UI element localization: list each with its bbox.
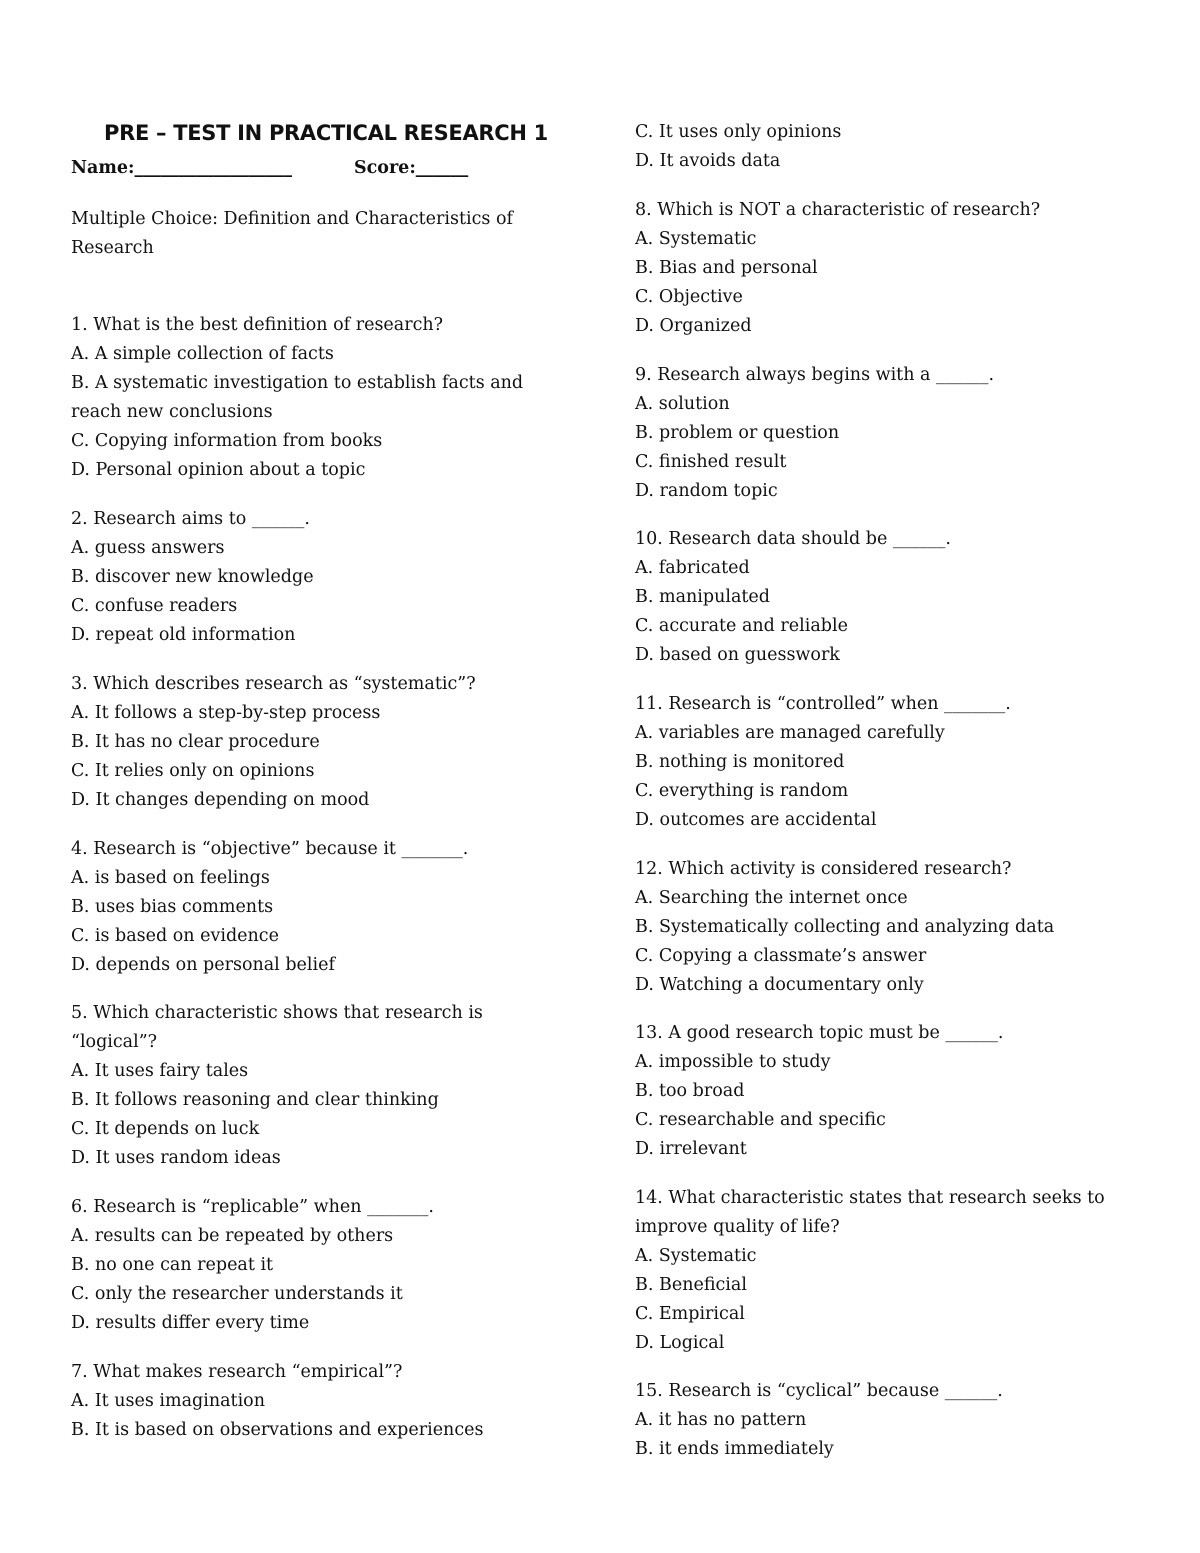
- option-b: B. discover new knowledge: [71, 567, 314, 587]
- option-c: C. It relies only on opinions: [71, 761, 315, 781]
- question-15: [635, 1377, 1003, 1464]
- option-c: C. is based on evidence: [71, 926, 279, 946]
- question-5: [71, 999, 521, 1173]
- option-d: D. outcomes are accidental: [635, 810, 877, 830]
- option-a: A. guess answers: [71, 538, 225, 558]
- option-c: C. accurate and reliable: [635, 616, 848, 636]
- question-4: [71, 835, 468, 980]
- option-c: C. everything is random: [635, 781, 849, 801]
- option-c: C. confuse readers: [71, 596, 238, 616]
- option-a: A. results can be repeated by others: [71, 1226, 394, 1246]
- question-text: 15. Research is “cyclical” because ______.: [635, 1381, 1003, 1401]
- option-c: C. It depends on luck: [71, 1119, 260, 1139]
- option-c: C. Objective: [635, 287, 743, 307]
- option-c: C. Copying a classmate’s answer: [635, 946, 927, 966]
- option-b: B. Systematically collecting and analyzing data: [635, 917, 1055, 937]
- option-a: A. It uses imagination: [71, 1391, 265, 1411]
- option-d: D. Personal opinion about a topic: [71, 460, 366, 480]
- question-7-continued: [635, 118, 841, 176]
- option-d: D. Organized: [635, 316, 752, 336]
- question-text: 8. Which is NOT a characteristic of research?: [635, 200, 1041, 220]
- name-field: Name:__________________: [71, 158, 292, 178]
- question-8: [635, 196, 1040, 341]
- option-c: C. researchable and specific: [635, 1110, 886, 1130]
- option-b: B. it ends immediately: [635, 1439, 834, 1459]
- question-text: 2. Research aims to ______.: [71, 509, 310, 529]
- question-7: [71, 1358, 483, 1445]
- page-title: PRE – TEST IN PRACTICAL RESEARCH 1: [104, 121, 548, 145]
- option-d: D. results differ every time: [71, 1313, 310, 1333]
- option-b: B. nothing is monitored: [635, 752, 845, 772]
- question-14: [635, 1184, 1135, 1358]
- option-c: C. finished result: [635, 452, 787, 472]
- option-d: D. It uses random ideas: [71, 1148, 281, 1168]
- question-text: 1. What is the best definition of research?: [71, 315, 444, 335]
- question-6: [71, 1193, 434, 1338]
- option-d: D. Watching a documentary only: [635, 975, 924, 995]
- question-text: 4. Research is “objective” because it _______.: [71, 839, 469, 859]
- option-a: A. A simple collection of facts: [71, 344, 334, 364]
- option-b: B. Bias and personal: [635, 258, 818, 278]
- option-d: D. Logical: [635, 1333, 725, 1353]
- question-9: [635, 361, 994, 506]
- instructions: Multiple Choice: Definition and Characteristics of Research: [71, 209, 513, 258]
- option-d: D. based on guesswork: [635, 645, 840, 665]
- option-a: A. impossible to study: [635, 1052, 831, 1072]
- option-c: C. It uses only opinions: [635, 122, 842, 142]
- option-b: B. manipulated: [635, 587, 770, 607]
- question-10: [635, 525, 951, 670]
- question-1: [71, 311, 541, 485]
- option-b: B. too broad: [635, 1081, 745, 1101]
- option-b: B. uses bias comments: [71, 897, 274, 917]
- option-d: D. It changes depending on mood: [71, 790, 370, 810]
- question-text: 5. Which characteristic shows that research is “logical”?: [71, 1003, 483, 1052]
- option-a: A. It follows a step-by-step process: [71, 703, 381, 723]
- question-text: 6. Research is “replicable” when _______.: [71, 1197, 434, 1217]
- option-d: D. random topic: [635, 481, 778, 501]
- option-c: C. Copying information from books: [71, 431, 383, 451]
- option-b: B. A systematic investigation to establish facts and reach new conclusions: [71, 373, 524, 422]
- option-a: A. solution: [635, 394, 730, 414]
- question-12: [635, 855, 1054, 1000]
- question-text: 13. A good research topic must be ______.: [635, 1023, 1004, 1043]
- option-b: B. no one can repeat it: [71, 1255, 274, 1275]
- question-text: 7. What makes research “empirical”?: [71, 1362, 403, 1382]
- question-11: [635, 690, 1011, 835]
- option-c: C. only the researcher understands it: [71, 1284, 403, 1304]
- question-13: [635, 1019, 1003, 1164]
- option-d: D. irrelevant: [635, 1139, 747, 1159]
- option-a: A. is based on feelings: [71, 868, 270, 888]
- option-d: D. repeat old information: [71, 625, 296, 645]
- option-c: C. Empirical: [635, 1304, 745, 1324]
- option-d: D. It avoids data: [635, 151, 781, 171]
- option-b: B. problem or question: [635, 423, 840, 443]
- question-text: 9. Research always begins with a ______.: [635, 365, 995, 385]
- name-score-row: [71, 158, 469, 178]
- question-2: [71, 505, 314, 650]
- option-a: A. Searching the internet once: [635, 888, 908, 908]
- option-a: A. fabricated: [635, 558, 750, 578]
- question-text: 14. What characteristic states that research seeks to improve quality of life?: [635, 1188, 1105, 1237]
- question-text: 12. Which activity is considered research?: [635, 859, 1012, 879]
- option-a: A. variables are managed carefully: [635, 723, 945, 743]
- question-3: [71, 670, 476, 815]
- option-a: A. It uses fairy tales: [71, 1061, 249, 1081]
- option-b: B. Beneficial: [635, 1275, 747, 1295]
- option-a: A. Systematic: [635, 1246, 757, 1266]
- score-field: Score:______: [354, 158, 469, 178]
- option-b: B. It follows reasoning and clear thinking: [71, 1090, 439, 1110]
- question-text: 11. Research is “controlled” when _______.: [635, 694, 1011, 714]
- option-b: B. It has no clear procedure: [71, 732, 320, 752]
- option-a: A. Systematic: [635, 229, 757, 249]
- option-b: B. It is based on observations and experiences: [71, 1420, 484, 1440]
- question-text: 10. Research data should be ______.: [635, 529, 951, 549]
- option-a: A. it has no pattern: [635, 1410, 807, 1430]
- question-text: 3. Which describes research as “systematic”?: [71, 674, 476, 694]
- option-d: D. depends on personal belief: [71, 955, 335, 975]
